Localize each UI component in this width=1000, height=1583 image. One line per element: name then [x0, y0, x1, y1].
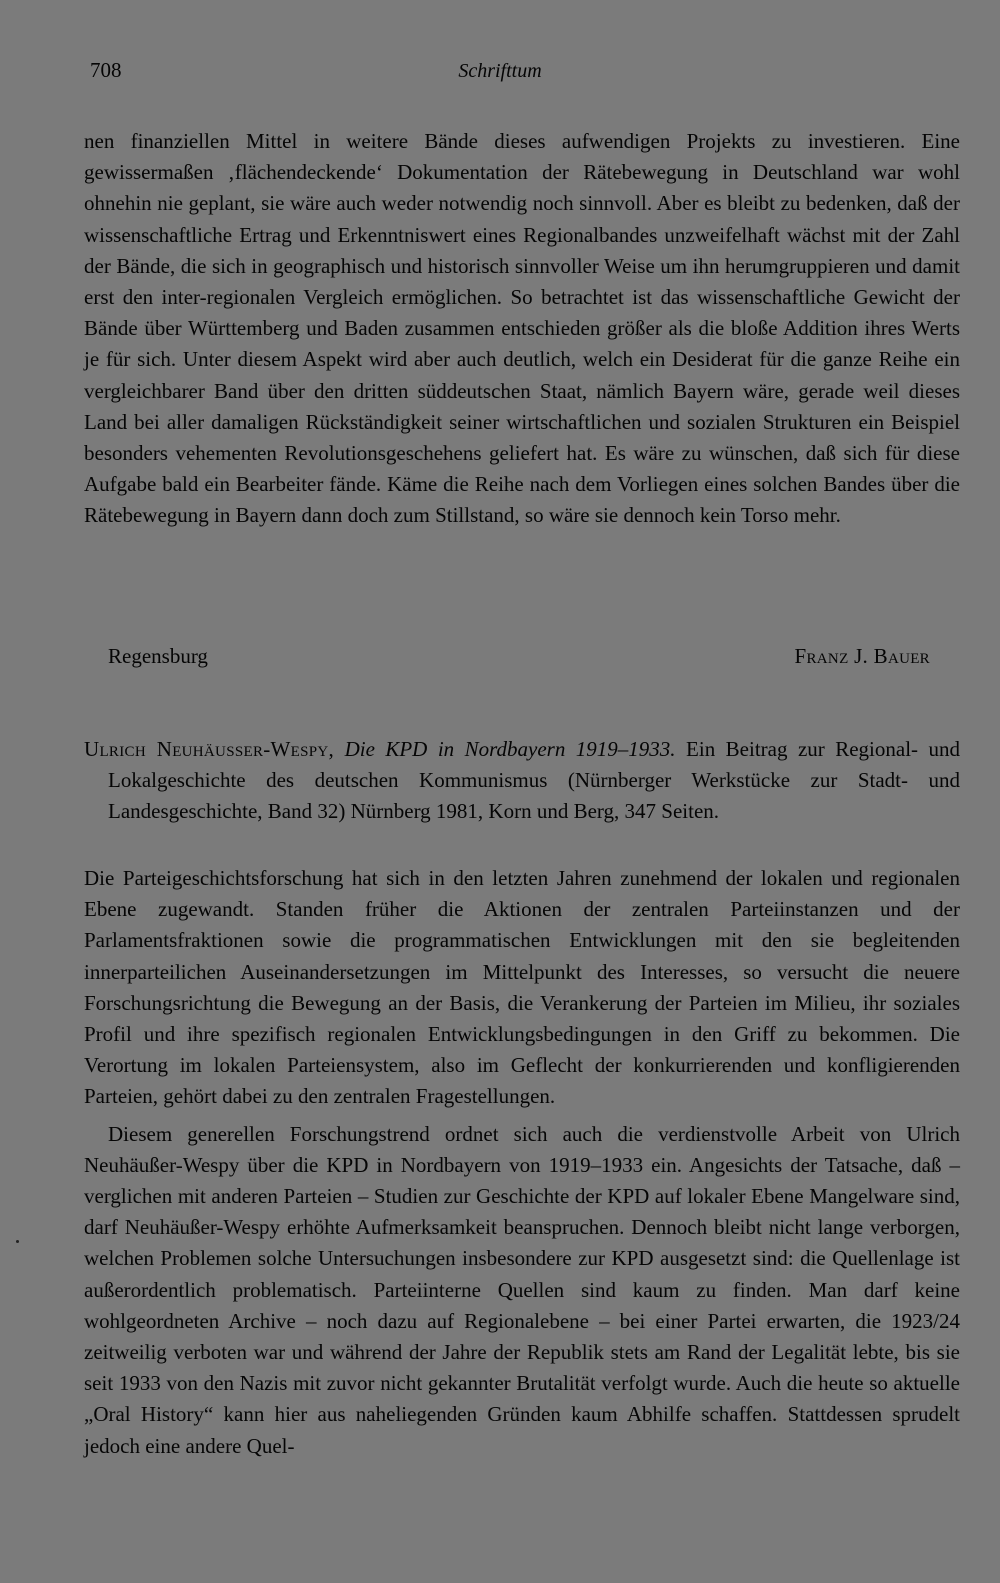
citation-author: Ulrich Neuhäusser-Wespy, [84, 737, 335, 761]
citation-details: Ein Beitrag zur Regional- und Lokalgeschichte des deutschen Kommunismus (Nürnberger Werkstücke zur Stadt- und Landesgeschichte, Band 32) Nürnberg 1981, Korn und Berg, 347 Seiten. [108, 737, 960, 824]
review-paragraph: nen finanziellen Mittel in weitere Bände dieses aufwendigen Projekts zu investieren. Eine gewissermaßen ‚flächendeckende‘ Dokumentation der Rätebewegung in Deutschland war wohl ohnehin nie geplant, sie wäre auch weder notwendig noch sinnvoll. Aber es bleibt zu bedenken, daß der wissenschaftliche Ertrag und Erkenntniswert eines Regionalbandes unzweifelhaft wächst mit der Zahl der Bände, die sich in geographisch und historisch sinnvoller Weise um ihn herumgruppieren und damit erst den inter-regionalen Vergleich ermöglichen. So betrachtet ist das wissenschaftliche Gewicht der Bände über Württemberg und Baden zusammen entschieden größer als die bloße Addition ihres Werts je für sich. Unter diesem Aspekt wird aber auch deutlich, welch ein Desiderat für die ganze Reihe ein vergleichbarer Band über den dritten süddeutschen Staat, nämlich Bayern wäre, gerade weil dieses Land bei aller damaligen Rückständigkeit seiner wirtschaftlichen und sozialen Strukturen ein Beispiel besonders vehementen Revolutionsgeschehens geliefert hat. Es wäre zu wünschen, daß sich für diese Aufgabe bald ein Bearbeiter fände. Käme die Reihe nach dem Vorliegen eines solchen Bandes über die Rätebewegung in Bayern dann doch zum Stillstand, so wäre sie dennoch kein Torso mehr. [84, 129, 960, 528]
review-paragraph: Diesem generellen Forschungstrend ordnet sich auch die verdienstvolle Arbeit von Ulrich Neuhäußer-Wespy über die KPD in Nordbayern von 1919–1933 ein. Angesichts der Tatsache, daß – verglichen mit anderen Parteien – Studien zur Geschichte der KPD auf lokaler Ebene Mangelware sind, darf Neuhäußer-Wespy erhöhte Aufmerksamkeit beanspruchen. Dennoch bleibt nicht lange verborgen, welchen Problemen solche Untersuchungen insbesondere zur KPD ausgesetzt sind: die Quellenlage ist außerordentlich problematisch. Parteiinterne Quellen sind kaum zu finden. Man darf keine wohlgeordneten Archive – noch dazu auf Regionalebene – bei einer Partei erwarten, die 1923/24 zeitweilig verboten war und während der Jahre der Republik stets am Rand der Legalität lebte, bis sie seit 1933 von den Nazis mit zuvor nicht gekannter Brutalität verfolgt wurde. Auch die heute so aktuelle „Oral History“ kann hier aus naheliegenden Gründen kaum Abhilfe schaffen. Stattdessen sprudelt jedoch eine andere Quel- [84, 1121, 960, 1458]
signature-author: Franz J. Bauer [794, 644, 930, 668]
book-citation [84, 734, 960, 828]
page-number: 708 [90, 58, 122, 82]
review-body [84, 863, 960, 1462]
review-continuation [84, 126, 960, 532]
margin-mark [16, 1240, 19, 1243]
signature-place: Regensburg [108, 644, 208, 668]
citation-title: Die KPD in Nordbayern 1919–1933. [344, 737, 676, 761]
review-paragraph: Die Parteigeschichtsforschung hat sich in den letzten Jahren zunehmend der lokalen und regionalen Ebene zugewandt. Standen früher die Aktionen der zentralen Parteiinstanzen und der Parlamentsfraktionen sowie die programmatischen Entwicklungen mit den sie begleitenden innerparteilichen Auseinandersetzungen im Mittelpunkt des Interesses, so versucht die neuere Forschungsrichtung die Bewegung an der Basis, die Verankerung der Parteien im Milieu, ihr soziales Profil und ihre spezifisch regionalen Entwicklungsbedingungen in den Griff zu bekommen. Die Verortung im lokalen Parteiensystem, also im Geflecht der konkurrierenden und konfligierenden Parteien, gehört dabei zu den zentralen Fragestellungen. [84, 866, 960, 1109]
running-head: Schrifttum [458, 60, 542, 82]
